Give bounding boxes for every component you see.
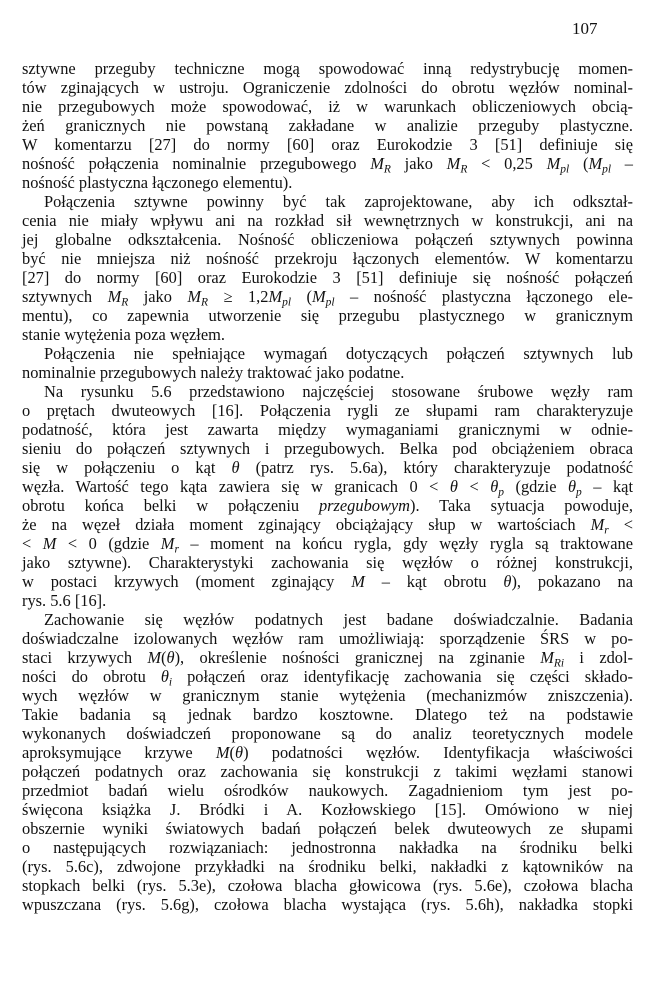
math-symbol: M [370,154,384,173]
text-run: połączeń podatnych oraz zachowania się konstrukcji z takimi węzłami stanowi [22,762,633,781]
math-symbol: M [147,648,162,667]
text-line [22,743,633,762]
text-run: ( [161,648,167,667]
text-run: o następujących rozwiązaniach: jednostronna nakładka na środniku belki [22,838,633,857]
math-subscript: p [498,486,505,499]
text-run: – kąt obrotu [364,572,504,591]
text-run: żeń granicznych nie powstaną zakładane w analizie przeguby plastyczne. [22,116,633,135]
text-run: nie przegubowych może spowodować, iż w warunkach obliczeniowych obcią- [22,97,633,116]
text-run: obszernie wyniki światowych badań połączeń belek dwuteowych ze słupami [22,819,633,838]
page-number: 107 [572,19,598,38]
text-run: jej globalne odkształcenia. Nośność obliczeniowa połączeń sztywnych powinna [22,230,633,249]
text-run: W komentarzu [27] do normy [60] oraz Eurokodzie 3 [51] definiuje się [22,135,633,154]
math-symbol: M [42,534,57,553]
text-run: – [611,154,633,173]
text-run: – moment na końcu rygla, gdy węzły rygla są traktowane [178,534,633,553]
math-symbol: M [160,534,175,553]
math-subscript: r [174,543,179,556]
math-subscript: Ri [553,657,565,670]
text-run: ) podatności węzłów. Identyfikacja właściwości [243,743,633,762]
math-symbol: M [540,648,554,667]
text-line [22,344,633,363]
math-symbol: θ [490,477,499,496]
text-line [22,667,634,689]
text-line [22,59,633,78]
text-run: rys. 5.6 [16]. [22,591,107,610]
text-run: się w połączeniu o kąt [22,458,232,477]
math-symbol: θ [503,572,512,591]
text-line [22,154,633,176]
text-line [22,572,633,591]
math-symbol: θ [166,648,175,667]
text-run: nośność plastyczna łączonego elementu). [22,173,293,192]
text-run: ( [291,287,312,306]
text-run: doświadczalne izolowanych węzłów ram umożliwiają: sporządzenie ŚRS w po- [22,629,633,648]
text-run: Takie badania są jednak bardzo kosztowne. Dlatego też na podstawie [22,705,633,724]
text-run: ( [229,743,236,762]
text-line [22,211,633,230]
text-line [22,439,633,458]
text-run: nośność połączenia nominalnie przegubowego [22,154,371,173]
text-run: – kąt [581,477,633,496]
text-line [22,268,633,287]
math-symbol: M [588,154,603,173]
text-line [22,363,633,382]
text-line [22,515,633,537]
math-symbol: θ [449,477,458,496]
text-line [22,230,633,249]
text-line [22,173,633,192]
text-line [22,382,633,401]
text-run: aproksymujące krzywe [22,743,216,762]
text-run: ), pokazano na [511,572,634,591]
text-run: wpuszczana (rys. 5.6g), czołowa blacha wystająca (rys. 5.6h), nakładka stopki [22,895,633,914]
text-run: podatność, która jest zawarta między wymaganiami granicznymi w odnie- [22,420,633,439]
math-subscript: pl [282,296,292,309]
text-line [22,420,633,439]
text-line [22,819,633,838]
text-line [22,686,633,705]
text-run: (patrz rys. 5.6a), który charakteryzuje podatność [239,458,633,477]
text-line [22,306,633,325]
math-symbol: θ [567,477,577,496]
text-line [22,477,633,499]
text-line [22,800,633,819]
math-symbol: M [268,287,283,306]
text-run: tów zginających w ustroju. Ograniczenie zdolności do obrotu węzłów nominal- [22,78,633,97]
text-run: sztywne przeguby techniczne mogą spowodować inną redystrybucję momen- [22,59,633,78]
text-run: Połączenia nie spełniające wymagań dotyczących połączeń sztywnych lub [44,344,633,363]
text-run: – nośność plastyczna łączonego ele- [334,287,633,306]
math-symbol: M [107,287,122,306]
text-run: nominalnie przegubowych należy traktować jako podatne. [22,363,405,382]
text-run: < [457,477,491,496]
text-line [22,857,633,876]
text-run: o prętach dwuteowych [16]. Połączenia rygli ze słupami ram charakteryzuje [22,401,633,420]
text-run: sztywnych [22,287,108,306]
text-line [22,648,633,670]
text-line [22,705,633,724]
text-run: ), określenie nośności granicznej na zginanie [174,648,541,667]
math-symbol: M [187,287,202,306]
text-run: [27] do normy [60] oraz Eurokodzie 3 [51] definiuje się nośność połączeń [22,268,633,287]
text-run: ≥ 1,2 [208,287,269,306]
text-run: ). Taka sytuacja powoduje, [410,496,633,515]
text-run: Połączenia sztywne powinny być tak zaprojektowane, aby ich odkształ- [44,192,633,211]
text-line [22,876,633,895]
math-symbol: M [446,154,461,173]
math-symbol: M [311,287,326,306]
text-line [22,553,633,572]
text-run: wykonanych doświadczeń proponowane są do analiz teoretycznych modele [22,724,633,743]
text-line [22,534,633,556]
text-line [22,610,633,629]
text-line [22,591,633,610]
text-line [22,496,633,515]
math-symbol: θ [231,458,240,477]
text-run: węzła. Wartość tego kąta zawiera się w granicach 0 < [22,477,450,496]
text-run: stanie wytężenia poza węzłem. [22,325,225,344]
text-line [22,78,633,97]
text-run: sieniu do połączeń sztywnych i przegubowych. Belka pod obciążeniem obraca [22,439,633,458]
text-run: i zdol- [564,648,633,667]
text-run: mentu), co zapewnia utworzenie się przegubu plastycznego w granicznym [22,306,633,325]
text-line [22,287,633,309]
paragraph [22,610,633,914]
paragraph [22,382,633,610]
math-symbol: θ [235,743,244,762]
text-run: ( [569,154,589,173]
text-run: że na węzeł działa moment zginający obciążający słup w wartościach [22,515,591,534]
text-line [22,97,633,116]
text-line [22,629,633,648]
text-run: ności do obrotu [22,667,161,686]
text-run: < 0,25 [467,154,547,173]
math-subscript: pl [325,296,335,309]
text-run: Na rysunku 5.6 przedstawiono najczęściej stosowane śrubowe węzły ram [44,382,633,401]
text-run: staci krzywych [22,648,148,667]
text-line [22,135,633,154]
text-run: Zachowanie się węzłów podatnych jest badane doświadczalnie. Badania [44,610,633,629]
paragraph [22,192,633,344]
math-subscript: p [576,486,582,499]
paragraph [22,344,633,382]
text-line [22,401,633,420]
text-line [22,724,633,743]
text-line [22,895,633,914]
paragraph [22,59,633,192]
text-run: < 0 (gdzie [56,534,161,553]
text-run: święcona książka J. Bródki i A. Kozłowskiego [15]. Omówiono w niej [22,800,633,819]
text-line [22,325,633,344]
math-subscript: i [168,676,173,689]
text-line [22,458,633,477]
math-symbol: M [351,572,365,591]
text-run: jako sztywne). Charakterystyki zachowania się węzłów o różnej konstrukcji, [22,553,633,572]
text-run: (gdzie [504,477,568,496]
math-subscript: R [460,163,468,176]
text-run: jako [390,154,447,173]
math-symbol: przegubowym [318,496,411,515]
math-symbol: M [590,515,605,534]
body-text [22,59,633,914]
math-subscript: pl [602,163,612,176]
math-subscript: R [201,296,209,309]
math-subscript: R [121,296,129,309]
math-subscript: pl [560,163,570,176]
text-line [22,762,633,781]
text-run: wych węzłów w granicznym stanie wytężenia (mechanizmów zniszczenia). [22,686,633,705]
text-run: < [608,515,633,534]
text-run: w postaci krzywych (moment zginający [22,572,352,591]
text-line [22,781,633,800]
text-run: połączeń oraz identyfikację zachowania się części składo- [172,667,634,686]
math-subscript: R [383,163,391,176]
text-line [22,838,633,857]
text-run: < [22,534,43,553]
text-run: stopkach belki (rys. 5.3e), czołowa blacha głowicowa (rys. 5.6e), czołowa blacha [22,876,633,895]
text-line [22,192,633,211]
text-run: obrotu końca belki w połączeniu [22,496,319,515]
math-symbol: M [546,154,561,173]
math-subscript: r [604,524,609,537]
text-run: cenia nie miały wpływu ani na rozkład sił wewnętrznych w konstrukcji, ani na [22,211,633,230]
text-run: jako [128,287,188,306]
math-symbol: θ [160,667,169,686]
text-run: przedmiot badań wielu ośrodków naukowych. Zagadnieniom tym jest po- [22,781,633,800]
text-run: (rys. 5.6c), zdwojone przykładki na środniku belki, nakładki z kątowników na [22,857,633,876]
text-line [22,249,633,268]
math-symbol: M [215,743,230,762]
text-run: być nie mniejsza niż nośność przekroju łączonych elementów. W komentarzu [22,249,633,268]
text-line [22,116,633,135]
